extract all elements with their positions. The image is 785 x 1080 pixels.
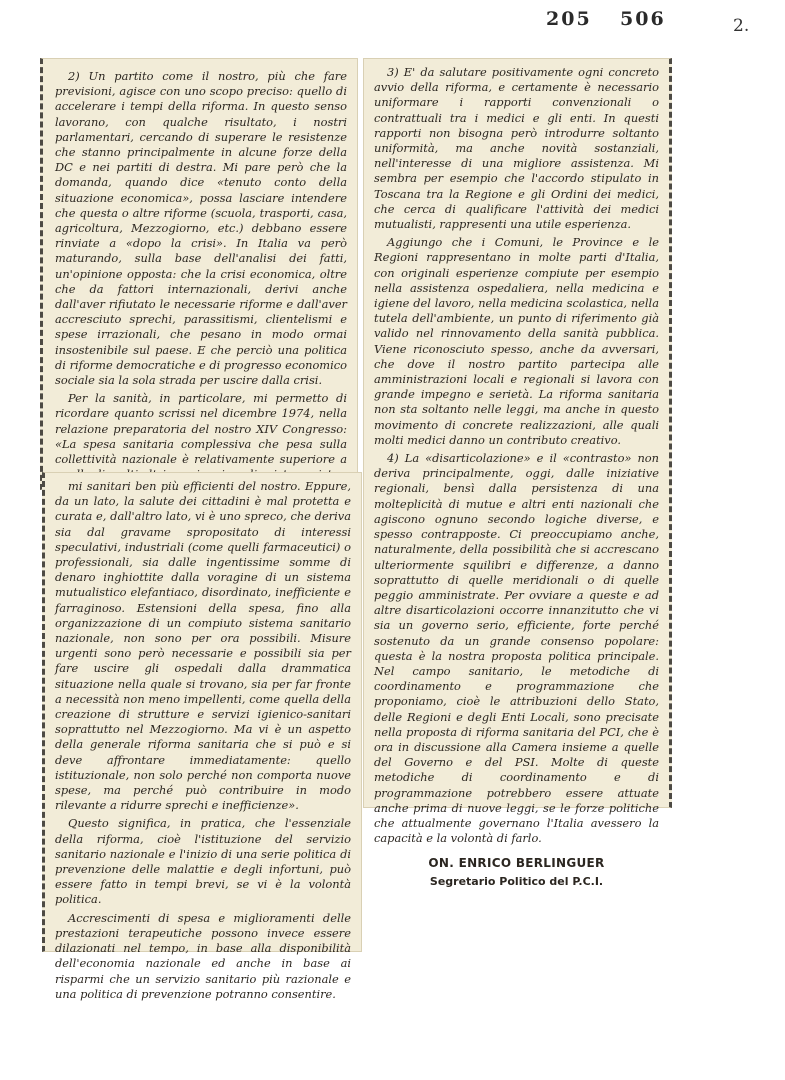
- paragraph: Per la sanità, in particolare, mi permetto di ricordare quanto scrissi nel dicembre 1974, nella relazione preparatoria del nostro XIV Congresso: «La spesa sanitaria complessiva che pesa sulla collettività nazionale è relativamente superiore a: [55, 391, 347, 467]
- signature-role: Segretario Politico del P.C.I.: [429, 874, 604, 888]
- signature-name: ON. ENRICO BERLINGUER: [428, 856, 605, 871]
- archive-stamp-number-right: 506: [620, 8, 666, 30]
- clipping-left-top: [40, 58, 358, 490]
- archive-stamp-number-left: 205: [546, 8, 592, 30]
- paragraph: 2) Un partito come il nostro, più che fare previsioni, agisce con uno scopo preciso: quello di accelerare i tempi della riforma. In questo senso lavorano, con qualche risultato, i nostri parlamentari, cercando di superare le resistenze che stanno principalmente in alcune forze della DC e nei partiti di destra. Mi pare però che la domanda, quando dice «tenuto conto della situazione economica», possa lasciare intendere che questa o altre riforme (scuola, trasporti, casa, agricoltura, Mezzogiorno, etc.) debbano essere rinviate a «dopo la crisi». In Italia va però maturando, sulla base dell'analisi dei fatti, un'opinione opposta: che la crisi economica, oltre che da fattori internazionali, derivi anche dall'aver rifiutato le necessarie riforme e dall'aver accresciuto sprechi, parassitismi, clientelismi e spese irrazionali, che pesano in modo ormai insostenibile sul paese. E che perciò una politica di riforme democratiche e di progresso economico sociale sia la sola strada per uscire dalla crisi.: [55, 69, 347, 388]
- page-number: 2.: [733, 16, 750, 36]
- signature-block: [374, 856, 659, 888]
- clipping-left-bottom: [42, 472, 362, 1001]
- paragraph: Questo significa, in pratica, che l'essenziale della riforma, cioè l'istituzione del servizio sanitario nazionale e l'inizio di una serie politica di prevenzione delle malattie e degli infortuni, può essere fatto in tempi brevi, se vi è la volontà politica.: [55, 816, 351, 907]
- paragraph: Accrescimenti di spesa e miglioramenti delle prestazioni terapeutiche possono invece essere dilazionati nel tempo, in base alla disponibilità dell'economia nazionale ed anche in base ai risparmi che un servizio sanitario più razionale e una politica di prevenzione potranno consentire.: [55, 910, 351, 1001]
- clipping-right: [363, 58, 672, 888]
- paragraph: Aggiungo che i Comuni, le Province e le Regioni rappresentano in molte parti d'Italia, con originali esperienze compiute per esempio nella assistenza ospedaliera, nella medicina e igiene del lavoro, nella medicina scolastica, nella tutela dell'ambiente, un punto di riferimento già valido nel rinnovamento della sanità pubblica. Viene riconosciuto spesso, anche da avversari, che dove il nostro partito partecipa alle amministrazioni locali e regionali si lavora con grande impegno e serietà. La riforma sanitaria non sta soltanto nelle leggi, ma anche in questo movimento di concrete realizzazioni, alle quali molti medici danno un contributo creativo.: [374, 235, 659, 447]
- paragraph: mi sanitari ben più efficienti del nostro. Eppure, da un lato, la salute dei cittadini è mal protetta e curata e, dall'altro lato, vi è uno spreco, che deriva sia dal gravame spropositato di interessi speculativi, industriali (come quelli farmaceutici) o professionali, sia dalle ingentissime somme di denaro inghiottite dalla voragine di un sistema mutualistico elefantiaco, disordinato, inefficiente e farraginoso. Estensioni della spesa, fino alla organizzazione di un compiuto sistema sanitario nazionale, non sono per ora possibili. Misure urgenti sono però necessarie e possibili sia per fare uscire gli ospedali dalla drammatica situazione nella quale si trovano, sia per far fronte a necessità non meno impellenti, come quella della creazione di strutture e servizi igienico-sanitari soprattutto nel Mezzogiorno. Ma vi è un aspetto della generale riforma sanitaria che si può e si deve affrontare immediatamente: quello istituzionale, non solo perché non comporta nuove spese, ma perché può contribuire in modo rilevante a ridurre sprechi e inefficienze».: [55, 479, 351, 813]
- paragraph: 3) E' da salutare positivamente ogni concreto avvio della riforma, e certamente è necessario uniformare i rapporti convenzionali o contrattuali tra i medici e gli enti. In questi rapporti non bisogna però introdurre soltanto uniformità, ma anche novità sostanziali, nell'interesse di una migliore assistenza. Mi sembra per esempio che l'accordo stipulato in Toscana tra la Regione e gli Ordini dei medici, che cerca di qualificare l'attività dei medici mutualisti, rappresenti una utile esperienza.: [374, 65, 659, 232]
- paragraph: 4) La «disarticolazione» e il «contrasto» non deriva principalmente, oggi, dalle iniziative regionali, bensì dalla persistenza di una molteplicità di mutue e altri enti nazionali che agiscono ognuno secondo logiche diverse, e spesso contrapposte. Ci preoccupiamo anche, naturalmente, della possibilità che si accrescano ulteriormente squilibri e differenze, a danno soprattutto di quelle meridionali o di quelle peggio amministrate. Per ovviare a queste e ad altre disarticolazioni occorre innanzitutto che vi sia un governo serio, efficiente, forte perché sostenuto da un grande consenso popolare: questa è la nostra proposta politica principale. Nel campo sanitario, le metodiche di coordinamento e programmazione che proponiamo, cioè le attribuzioni dello Stato, delle Regioni e degli Enti Locali, sono precisate nella proposta di riforma sanitaria del PCI, che è ora in discussione alla Camera insieme a quelle del Governo e del PSI. Molte di queste metodiche di coordinamento e di programmazione potrebbero essere attuate anche prima di nuove leggi, se le forze politiche che attualmente governano l'Italia avessero la capacità e la volontà di farlo.: [374, 451, 659, 846]
